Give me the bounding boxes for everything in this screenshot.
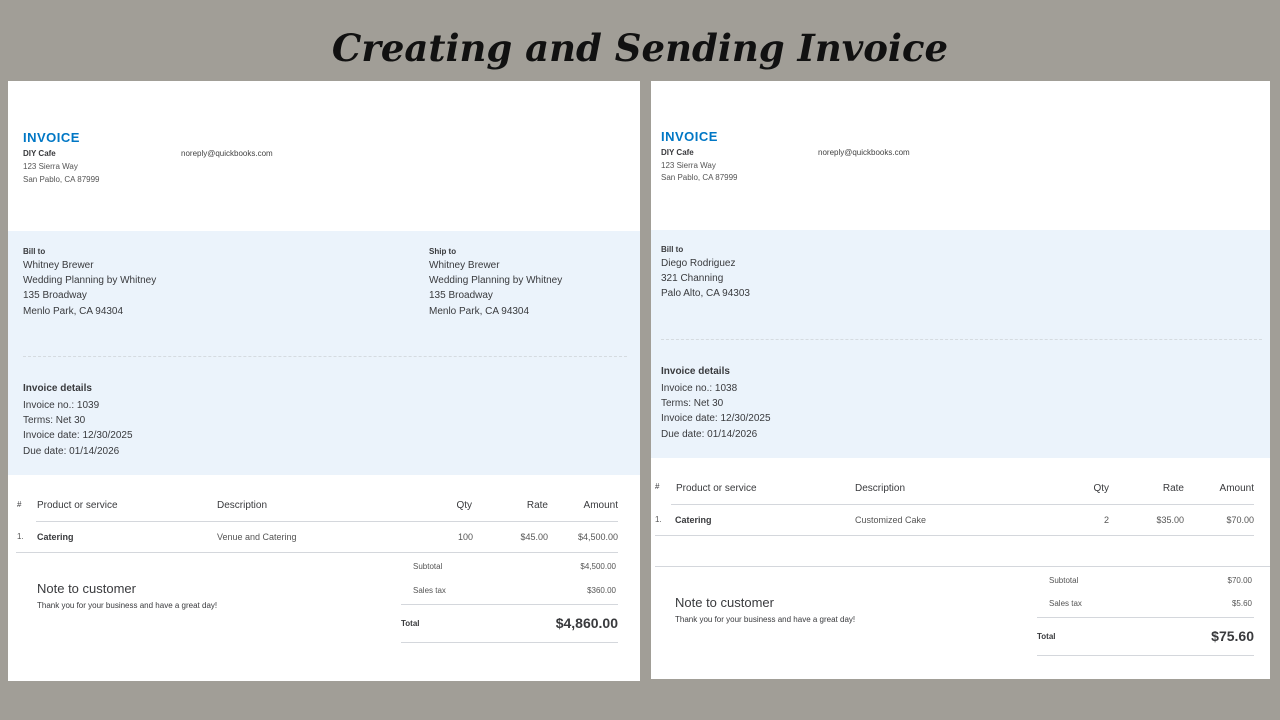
ship-to-line: Menlo Park, CA 94304 — [429, 305, 530, 317]
col-rate: Rate — [526, 500, 548, 511]
totals-rule — [401, 604, 618, 605]
due-date: Due date: 01/14/2026 — [661, 428, 758, 440]
invoice-details — [23, 398, 133, 459]
ship-to-address — [429, 258, 562, 319]
col-amount: Amount — [1219, 483, 1254, 494]
bill-to-line: 135 Broadway — [23, 290, 87, 302]
total-label: Total — [1037, 632, 1056, 641]
invoice-preview-1039 — [8, 81, 640, 681]
row-rule — [16, 552, 618, 553]
row-rate: $35.00 — [1156, 515, 1184, 525]
invoice-details-label: Invoice details — [23, 383, 92, 394]
invoice-number: Invoice no.: 1039 — [23, 400, 100, 411]
note-text: Thank you for your business and have a great day! — [675, 615, 856, 624]
total-label: Total — [401, 619, 420, 628]
invoice-terms: Terms: Net 30 — [661, 398, 724, 410]
invoice-terms: Terms: Net 30 — [23, 415, 86, 427]
bill-to-line: Palo Alto, CA 94303 — [661, 288, 750, 300]
company-address-line2: San Pablo, CA 87999 — [661, 173, 738, 182]
slide-title: Creating and Sending Invoice — [331, 26, 949, 70]
invoice-preview-1038 — [651, 81, 1270, 679]
company-name: DIY Cafe — [23, 149, 56, 158]
sales-tax-label: Sales tax — [413, 586, 446, 595]
note-label: Note to customer — [37, 581, 136, 596]
col-rate: Rate — [1162, 483, 1184, 494]
subtotal-label: Subtotal — [1049, 576, 1079, 585]
bill-to-line: Diego Rodriguez — [661, 258, 736, 269]
ship-to-line: Wedding Planning by Whitney — [429, 275, 563, 287]
company-address-line2: San Pablo, CA 87999 — [23, 175, 100, 184]
bill-to-address — [23, 258, 156, 319]
invoice-date: Invoice date: 12/30/2025 — [661, 413, 771, 425]
bill-to-line: Menlo Park, CA 94304 — [23, 305, 124, 317]
note-text: Thank you for your business and have a great day! — [37, 601, 218, 610]
sales-tax-label: Sales tax — [1049, 599, 1082, 608]
row-product: Catering — [37, 532, 74, 542]
invoice-details — [661, 381, 771, 442]
company-address-line1: 123 Sierra Way — [23, 162, 78, 171]
totals-bottom-rule — [401, 642, 618, 643]
totals-bottom-rule — [1037, 655, 1254, 656]
customer-info-band — [651, 230, 1270, 458]
row-number: 1. — [655, 515, 662, 524]
row-number: 1. — [17, 532, 24, 541]
bill-to-line: Wedding Planning by Whitney — [23, 275, 157, 287]
invoice-heading: INVOICE — [23, 130, 80, 145]
subtotal-value: $4,500.00 — [580, 562, 616, 571]
totals-rule — [1037, 617, 1254, 618]
col-description: Description — [855, 483, 906, 494]
col-number: # — [17, 500, 22, 509]
invoice-heading: INVOICE — [661, 129, 718, 144]
total-value: $75.60 — [1211, 628, 1254, 644]
row-description: Customized Cake — [855, 515, 927, 525]
row-description: Venue and Catering — [217, 532, 297, 542]
section-rule — [655, 566, 1270, 567]
company-name: DIY Cafe — [661, 148, 694, 157]
col-description: Description — [217, 500, 268, 511]
col-number: # — [655, 482, 660, 491]
col-product: Product or service — [676, 483, 757, 494]
sales-tax-value: $5.60 — [1231, 599, 1252, 608]
col-qty: Qty — [456, 500, 472, 511]
note-label: Note to customer — [675, 595, 774, 610]
header-rule — [671, 504, 1254, 505]
bill-to-line: 321 Channing — [661, 273, 724, 285]
invoice-date: Invoice date: 12/30/2025 — [23, 430, 133, 442]
col-product: Product or service — [37, 500, 118, 511]
row-amount: $70.00 — [1226, 515, 1254, 525]
ship-to-line: 135 Broadway — [429, 290, 493, 302]
row-product: Catering — [675, 515, 712, 525]
company-email: noreply@quickbooks.com — [181, 149, 273, 158]
due-date: Due date: 01/14/2026 — [23, 445, 120, 457]
bill-to-label: Bill to — [23, 247, 46, 256]
section-divider — [23, 356, 627, 357]
ship-to-line: Whitney Brewer — [429, 260, 500, 271]
invoice-details-label: Invoice details — [661, 366, 730, 377]
company-email: noreply@quickbooks.com — [818, 148, 910, 157]
customer-info-band — [8, 231, 640, 475]
row-amount: $4,500.00 — [577, 532, 618, 542]
subtotal-label: Subtotal — [413, 562, 443, 571]
col-amount: Amount — [583, 500, 618, 511]
sales-tax-value: $360.00 — [587, 586, 616, 595]
total-value: $4,860.00 — [555, 615, 618, 631]
bill-to-line: Whitney Brewer — [23, 260, 94, 271]
header-rule — [36, 521, 618, 522]
subtotal-value: $70.00 — [1227, 576, 1252, 585]
row-rate: $45.00 — [520, 532, 548, 542]
section-divider — [661, 339, 1262, 340]
company-address-line1: 123 Sierra Way — [661, 161, 716, 170]
invoice-number: Invoice no.: 1038 — [661, 383, 738, 394]
row-qty: 100 — [457, 532, 473, 542]
col-qty: Qty — [1093, 483, 1109, 494]
row-rule — [655, 535, 1254, 536]
ship-to-label: Ship to — [429, 247, 457, 256]
row-qty: 2 — [1103, 515, 1109, 525]
bill-to-address — [661, 256, 750, 302]
bill-to-label: Bill to — [661, 245, 684, 254]
